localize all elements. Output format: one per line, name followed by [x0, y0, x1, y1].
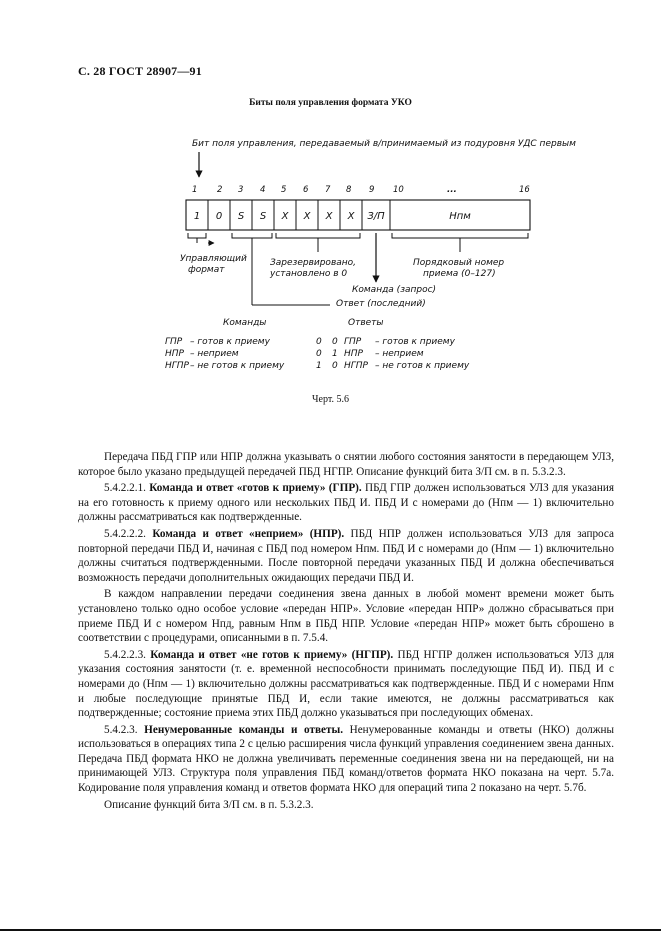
seq-number-label: приема (0–127) [423, 269, 496, 279]
answer-desc: – неприем [375, 349, 424, 359]
bit-number: 3 [238, 185, 244, 195]
clause-text: ПБД ГПР должен использоваться УЛЗ для указания на его готовность к приему одного или нескольких ПБД И. ПБД И с номерами до (Нпм — 1) включительно должны рассматриваться как подтвержденные. [78, 482, 615, 524]
answer-abbr: НПР [344, 349, 363, 359]
format-label: Управляющий [180, 254, 247, 264]
clause-text: ПБД НГПР должен использоваться УЛЗ для указания состояния занятости (т. е. временной неспособности принимать последующие ПБД И). ПБД И с номерами до (Нпм — 1) включительно должны рассматриваться как подтвержденные. ПБД И с номерами Нпм и любые последующие принятые ПБД И, если такие имеются, не должны рассматриваться как подтвержденные; состояние приема этих ПБД должно указываться при последующих обменах. [78, 648, 615, 720]
cell-bit2: 0 [215, 211, 223, 222]
command-abbr: ГПР [165, 337, 183, 347]
page-header: С. 28 ГОСТ 28907—91 [78, 64, 202, 78]
bit-number: 5 [281, 185, 287, 195]
paragraph: Передача ПБД ГПР или НПР должна указывать о снятии любого состояния занятости в передающем УЛЗ, которое было указано предыдущей передачей ПБД НГПР. Описание функций бита З/П см. в п. 5.3.2.3. [78, 451, 614, 478]
reserved-label: установлено в 0 [270, 269, 348, 279]
first-bit-note: Бит поля управления, передаваемый в/принимаемый из подуровня УДС первым [192, 139, 576, 149]
clause-number: 5.4.2.2.1. [104, 482, 146, 495]
command-desc: – не готов к приему [190, 361, 285, 371]
cell-bit1: 1 [193, 211, 201, 222]
bit-number: 9 [369, 185, 375, 195]
answer-bit: 0 [316, 337, 322, 347]
reserved-label: Зарезервировано, [270, 258, 357, 268]
answer-abbr: НГПР [344, 361, 368, 371]
bit-number: 6 [303, 185, 309, 195]
clause-number: 5.4.2.3. [104, 723, 138, 736]
bit-number: 4 [260, 185, 266, 195]
cell-bit9: З/П [367, 211, 385, 222]
bit-number: 8 [346, 185, 352, 195]
clause-title: Команда и ответ «неприем» (НПР). [152, 527, 345, 540]
figure-title: Биты поля управления формата УКО [249, 98, 412, 108]
cell-bit5: X [281, 211, 289, 222]
bit-number-ellipsis: ... [447, 185, 457, 195]
cell-bit7: X [325, 211, 333, 222]
answer-bit: 1 [332, 349, 338, 359]
figure-caption: Черт. 5.6 [312, 394, 349, 405]
answer-desc: – не готов к приему [375, 361, 470, 371]
cell-bit8: X [347, 211, 355, 222]
clause-title: Команда и ответ «готов к приему» (ГПР). [149, 482, 362, 495]
clause-text: Ненумерованные команды и ответы (НКО) должны использоваться в операциях типа 2 с целью расширения числа функций управления соединением звена данных. Передача ПБД формата НКО не должна увеличивать переменные соединения звена ни на передающей, ни на принимающей УЛЗ. Структура поля управления ПБД команд/ответов формата НКО показана на черт. 5.7а. Кодирование поля управления команд и ответов формата НКО для операций типа 2 показано на черт. 5.7б. [78, 723, 614, 795]
answer-desc: – готов к приему [375, 337, 455, 347]
bit-number: 16 [519, 185, 530, 195]
seq-number-label: Порядковый номер [413, 258, 505, 268]
command-desc: – неприем [190, 349, 239, 359]
answer-label: Ответ (последний) [336, 299, 426, 309]
clause-number: 5.4.2.2.2. [104, 527, 146, 540]
cell-bits10-16: Нпм [449, 211, 471, 222]
body-text [78, 450, 614, 814]
cell-bit6: X [303, 211, 311, 222]
answer-abbr: ГПР [344, 337, 362, 347]
command-abbr: НПР [165, 349, 184, 359]
bit-number: 7 [325, 185, 331, 195]
paragraph [78, 481, 614, 525]
bit-number: 1 [192, 185, 198, 195]
paragraph: В каждом направлении передачи соединения звена данных в любой момент времени может быть установлено только одно особое условие «передан НПР». Условие «передан НПР» должно сбрасываться при приеме ПБД И с номером Нпд, равным Нпм в ПБД НПР. Условие «передан НПР» может быть сброшено в соответствии с процедурами, описанными в п. 7.5.4. [78, 588, 614, 645]
format-label: формат [188, 265, 225, 275]
clause-title: Ненумерованные команды и ответы. [144, 723, 343, 736]
answer-bit: 0 [316, 349, 322, 359]
paragraph [78, 723, 614, 796]
command-label: Команда (запрос) [352, 285, 437, 295]
cell-bit3: S [237, 211, 245, 222]
clause-number: 5.4.2.2.3. [104, 648, 146, 661]
answer-bit: 1 [316, 361, 322, 371]
bit-number: 10 [393, 185, 404, 195]
page-bottom-rule [0, 929, 661, 931]
commands-title: Команды [223, 318, 267, 328]
answers-title: Ответы [348, 318, 384, 328]
answer-bit: 0 [332, 361, 338, 371]
command-abbr: НГПР [165, 361, 189, 371]
control-field-diagram [0, 0, 661, 400]
paragraph [78, 527, 614, 585]
paragraph: Описание функций бита З/П см. в п. 5.3.2.3. [104, 798, 314, 811]
clause-text: ПБД НПР должен использоваться УЛЗ для запроса повторной передачи ПБД И, начиная с ПБД под номером Нпм. ПБД И с номерами до (Нпм — 1) включительно должны считаться подтвержденными. После повторной передачи указанных ПБД И должна обеспечиваться возможность передачи дополнительных ожидающих передачи ПБД И. [78, 527, 614, 584]
clause-title: Команда и ответ «не готов к приему» (НГПР). [150, 648, 394, 661]
answer-bit: 0 [332, 337, 338, 347]
bit-number: 2 [217, 185, 223, 195]
command-desc: – готов к приему [190, 337, 270, 347]
paragraph [78, 648, 614, 721]
cell-bit4: S [259, 211, 267, 222]
